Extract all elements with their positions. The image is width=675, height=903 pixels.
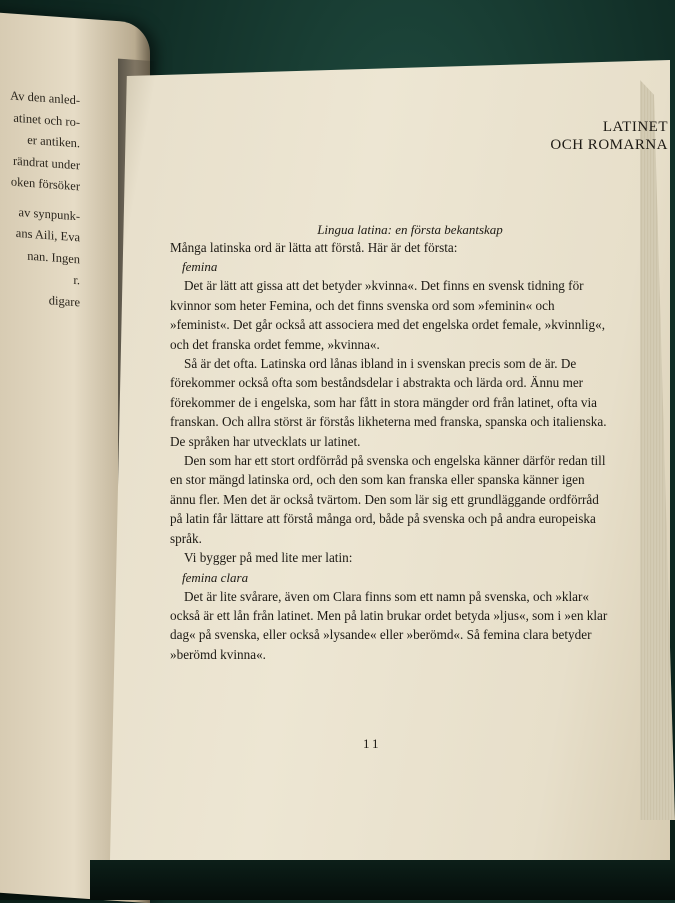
paragraph: Vi bygger på med lite mer latin: [184, 550, 353, 566]
left-line: Av den anled- [10, 88, 80, 108]
table-surface [90, 860, 675, 900]
page-number: 11 [363, 736, 382, 751]
left-line: r. [73, 272, 80, 288]
left-line: er antiken. [27, 132, 80, 151]
paragraph: Den som har ett stort ordförråd på svenska och engelska känner därför redan till en stor mängd latinska ord, och den som kan franska eller spanska känner igen ännu fler. Men det är också tvärtom. Den som lär sig ett grundläggande ordförråd på latin får lättare att förstå många ord, både på svenska och på andra europeiska språk. [170, 453, 606, 546]
left-line: atinet och ro- [13, 110, 80, 129]
example-word: femina [182, 259, 218, 275]
left-line: oken försöker [10, 174, 80, 194]
page-content [170, 118, 668, 664]
paragraph: Så är det ofta. Latinska ord lånas ibland in i svenskan precis som de är. De förekommer också ofta som beståndsdelar i abstrakta och lärda ord. Ännu mer förekommer de i engelska, som har fått in stora mängder ord från latinet, ofta via franskan. Och allra störst är förstås likheterna med franska, spanska och italienska. De språken har utvecklats ur latinet. [170, 356, 607, 449]
paragraph: Det är lätt att gissa att det betyder »kvinna«. Det finns en svensk tidning för kvinnor som heter Femina, och det finns svenska ord som »feminin« och »feminist«. Det går också att associera med det engelska ordet female, »kvinnlig«, och det franska ordet femme, »kvinna«. [170, 278, 606, 352]
intro-paragraph: Många latinska ord är lätta att förstå. Här är det första: [170, 240, 458, 255]
left-line: digare [48, 292, 80, 309]
left-line: av synpunk- [18, 204, 80, 223]
paragraph: Det är lite svårare, även om Clara finns som ett namn på svenska, och »klar« också är ett lån från latinet. Men på latin brukar ordet betyda »ljus«, som i »en klar dag« på svenska, eller också »lysande« eller »berömd«. Så femina clara betyder »berömd kvinna«. [170, 588, 608, 662]
left-line: nan. Ingen [27, 248, 80, 266]
left-line: rändrat under [13, 153, 80, 172]
chapter-title [170, 118, 668, 154]
section-heading: Lingua latina: en första bekantskap [317, 222, 503, 237]
example-phrase: femina clara [182, 569, 249, 585]
chapter-title-line: LATINET [602, 119, 668, 135]
left-page-text [0, 82, 80, 313]
chapter-title-line: OCH ROMARNA [550, 137, 668, 153]
left-line: ans Aili, Eva [15, 225, 80, 245]
